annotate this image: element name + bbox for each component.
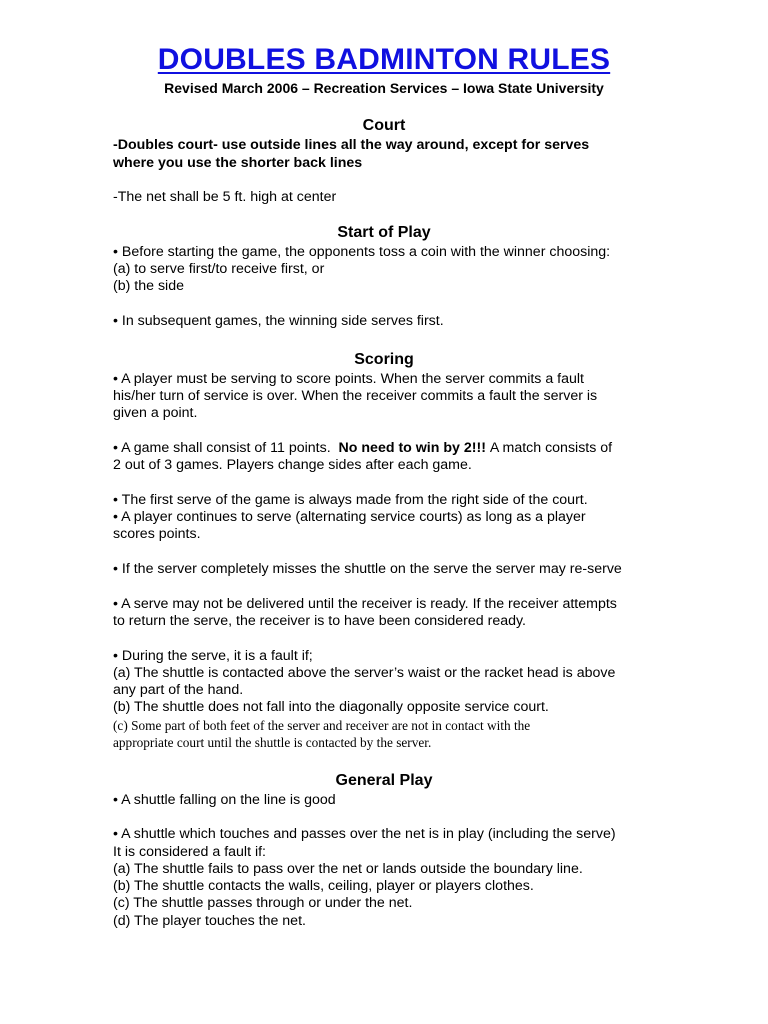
section-heading-court: Court bbox=[362, 117, 406, 134]
start-line-2: (a) to serve first/to receive first, or bbox=[113, 261, 325, 277]
start-line-3: (b) the side bbox=[113, 278, 184, 294]
scoring-line-1: • A player must be serving to score points. When the server commits a fault bbox=[113, 371, 584, 387]
section-heading-scoring: Scoring bbox=[354, 351, 414, 368]
court-line-2: where you use the shorter back lines bbox=[113, 155, 363, 171]
scoring-line-14: any part of the hand. bbox=[113, 682, 244, 698]
general-line-3: It is considered a fault if: bbox=[113, 844, 266, 860]
start-line-1: • Before starting the game, the opponents toss a coin with the winner choosing: bbox=[113, 244, 611, 260]
court-line-1: -Doubles court- use outside lines all the way around, except for serves bbox=[113, 137, 590, 153]
scoring-line-4-end: A match consists of bbox=[489, 440, 613, 456]
scoring-line-17: appropriate court until the shuttle is contacted by the server. bbox=[113, 735, 432, 750]
document-subtitle: Revised March 2006 – Recreation Services – Iowa State University bbox=[164, 80, 604, 96]
section-heading-start-of-play: Start of Play bbox=[337, 224, 431, 241]
general-line-2: • A shuttle which touches and passes over the net is in play (including the serve) bbox=[113, 826, 616, 842]
start-line-4: • In subsequent games, the winning side serves first. bbox=[113, 313, 444, 329]
scoring-line-13: (a) The shuttle is contacted above the server’s waist or the racket head is above bbox=[113, 665, 616, 681]
general-line-6: (c) The shuttle passes through or under the net. bbox=[113, 895, 413, 911]
scoring-line-6: • The first serve of the game is always made from the right side of the court. bbox=[113, 492, 588, 508]
document-title: DOUBLES BADMINTON RULES bbox=[157, 43, 611, 76]
scoring-line-2: his/her turn of service is over. When the receiver commits a fault the server is bbox=[113, 388, 598, 404]
scoring-line-15: (b) The shuttle does not fall into the diagonally opposite service court. bbox=[113, 699, 549, 715]
scoring-line-9: • If the server completely misses the shuttle on the serve the server may re-serve bbox=[113, 561, 622, 577]
scoring-line-4 bbox=[113, 440, 612, 457]
scoring-line-8: scores points. bbox=[113, 526, 201, 542]
scoring-line-11: to return the serve, the receiver is to have been considered ready. bbox=[113, 613, 526, 629]
scoring-line-16: (c) Some part of both feet of the server and receiver are not in contact with the bbox=[113, 718, 531, 733]
scoring-line-4-start: • A game shall consist of 11 points. bbox=[113, 440, 331, 456]
scoring-emphasis: No need to win by 2!!! bbox=[338, 440, 486, 456]
scoring-line-5: 2 out of 3 games. Players change sides after each game. bbox=[113, 457, 472, 473]
scoring-line-3: given a point. bbox=[113, 405, 198, 421]
section-heading-general-play: General Play bbox=[335, 772, 433, 789]
scoring-line-10: • A serve may not be delivered until the receiver is ready. If the receiver attempts bbox=[113, 596, 617, 612]
general-line-5: (b) The shuttle contacts the walls, ceiling, player or players clothes. bbox=[113, 878, 534, 894]
general-line-4: (a) The shuttle fails to pass over the net or lands outside the boundary line. bbox=[113, 861, 583, 877]
general-line-1: • A shuttle falling on the line is good bbox=[113, 792, 336, 808]
scoring-line-7: • A player continues to serve (alternating service courts) as long as a player bbox=[113, 509, 586, 525]
general-line-7: (d) The player touches the net. bbox=[113, 913, 306, 929]
court-line-3: -The net shall be 5 ft. high at center bbox=[113, 189, 337, 205]
scoring-line-12: • During the serve, it is a fault if; bbox=[113, 648, 313, 664]
